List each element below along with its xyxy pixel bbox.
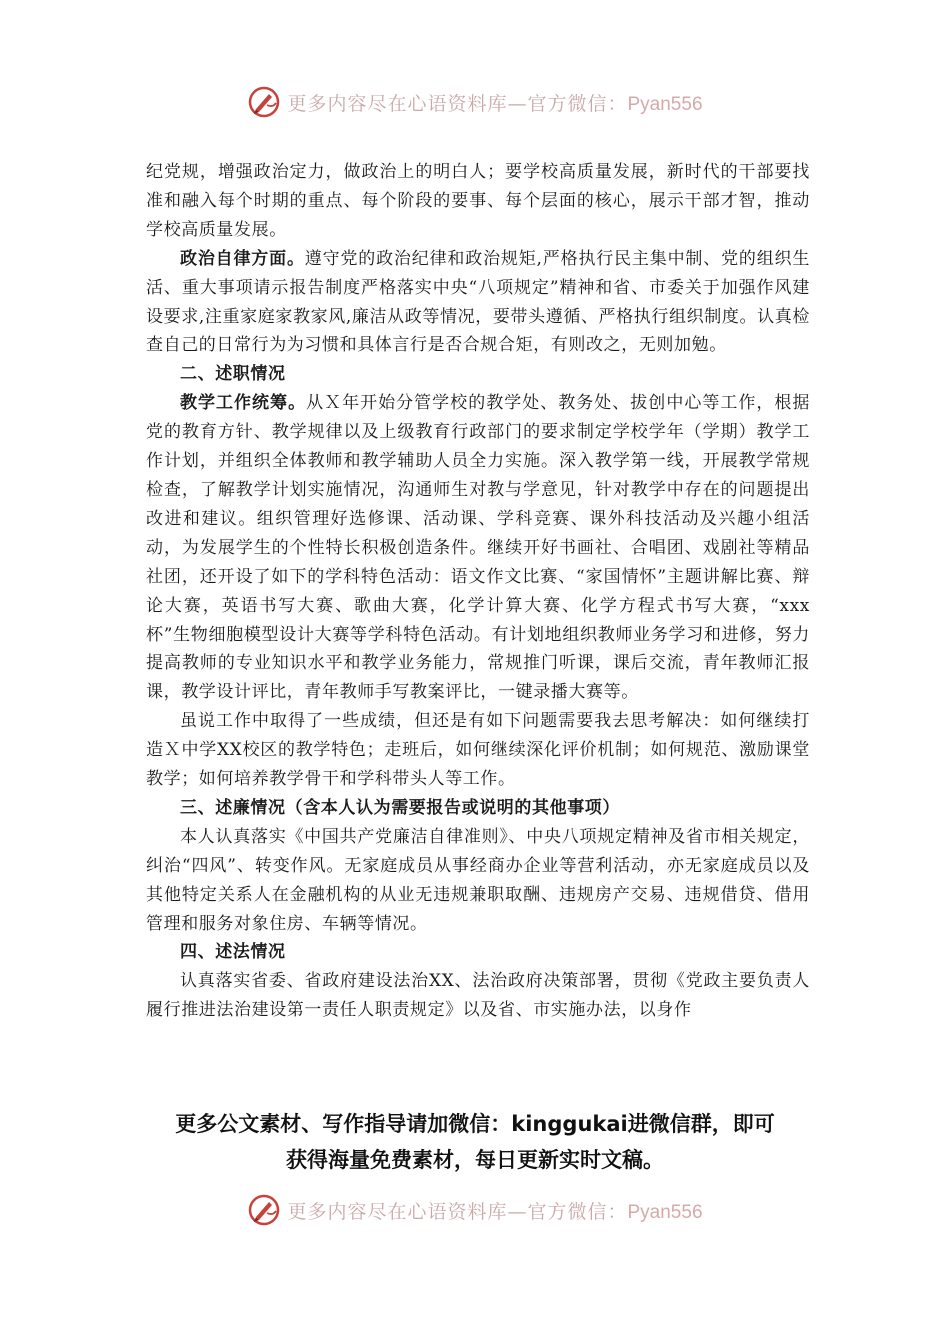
paragraph-lead-heading: 教学工作统筹。 [180,393,307,414]
paragraph-political-discipline: 政治自律方面。遵守党的政治纪律和政治规矩,严格执行民主集中制、党的组织生活、重大事项请示报告制度严格落实中央“八项规定”精神和省、市委关于加强作风建设要求,注重家庭家教家风,廉洁从政等情况，要带头遵循、严格执行组织制度。认真检查自己的日常行为为习惯和具体言行是否合规合矩，有则改之，无则加勉。 [146,248,810,356]
document-body [146,158,810,1025]
header-watermark-text: 更多内容尽在心语资料库—官方微信：Pyan556 [287,92,703,115]
paragraph-problems: 虽说工作中取得了一些成绩，但还是有如下问题需要我去思考解决：如何继续打造Ｘ中学XX校区的教学特色；走班后，如何继续深化评价机制；如何规范、激励课堂教学；如何培养教学骨干和学科带头人等工作。 [146,711,810,790]
section-heading-legal-report: 四、述法情况 [180,942,286,963]
section-heading-duty-report: 二、述职情况 [180,364,286,385]
promo-notice [100,1106,850,1178]
paragraph-continuation: 纪党规，增强政治定力，做政治上的明白人；要学校高质量发展，新时代的干部要找准和融入每个时期的重点、每个阶段的要事、每个层面的核心，展示干部才智，推动学校高质量发展。 [146,162,810,240]
footer-watermark-text: 更多内容尽在心语资料库—官方微信：Pyan556 [287,1200,703,1223]
promo-line-1: 更多公文素材、写作指导请加微信：kinggukai进微信群，即可 [175,1112,775,1136]
paragraph-integrity: 本人认真落实《中国共产党廉洁自律准则》、中央八项规定精神及省市相关规定，纠治“四风”、转变作风。无家庭成员从事经商办企业等营利活动，亦无家庭成员以及其他特定关系人在金融机构的从业无违规兼职取酬、违规房产交易、违规借贷、借用管理和服务对象住房、车辆等情况。 [146,826,810,934]
paragraph-legal: 认真落实省委、省政府建设法治XX、法治政府决策部署，贯彻《党政主要负责人履行推进法治建设第一责任人职责规定》以及省、市实施办法，以身作 [146,971,810,1021]
header-wechat-id: Pyan556 [627,93,703,115]
promo-line-2: 获得海量免费素材，每日更新实时文稿。 [286,1148,664,1172]
paragraph-teaching-coordination: 教学工作统筹。从Ｘ年开始分管学校的教学处、教务处、拔创中心等工作，根据党的教育方针、教学规律以及上级教育行政部门的要求制定学校学年（学期）教学工作计划，并组织全体教师和教学辅助人员全力实施。深入教学第一线，开展教学常规检查，了解教学计划实施情况，沟通师生对教与学意见，针对教学中存在的问题提出改进和建议。组织管理好选修课、活动课、学科竞赛、课外科技活动及兴趣小组活动，为发展学生的个性特长积极创造条件。继续开好书画社、合唱团、戏剧社等精品社团，还开设了如下的学科特色活动：语文作文比赛、“家国情怀”主题讲解比赛、辩论大赛，英语书写大赛、歌曲大赛，化学计算大赛、化学方程式书写大赛，“xxx杯”生物细胞模型设计大赛等学科特色活动。有计划地组织教师业务学习和进修，努力提高教师的专业知识水平和教学业务能力，常规推门听课，课后交流，青年教师汇报课，教学设计评比，青年教师手写教案评比，一键录播大赛等。 [146,393,810,703]
pen-logo-icon [247,85,281,119]
footer-watermark-banner [0,1190,950,1230]
pen-logo-icon [247,1193,281,1227]
paragraph-lead-heading: 政治自律方面。 [180,248,305,269]
header-watermark-banner [0,82,950,122]
section-heading-integrity-report: 三、述廉情况（含本人认为需要报告或说明的其他事项） [180,797,620,818]
footer-wechat-id: Pyan556 [627,1201,703,1223]
